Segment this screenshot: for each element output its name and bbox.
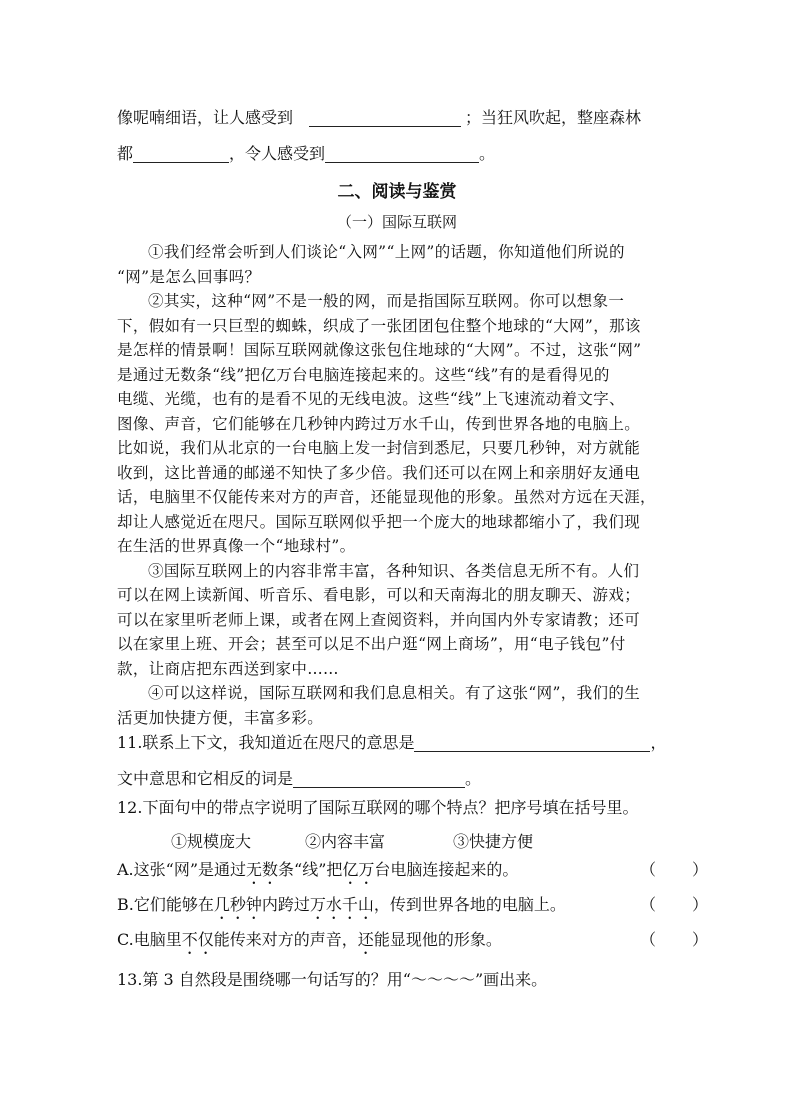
passage-line: 比如说，我们从北京的一台电脑上发一封信到悉尼，只要几秒钟，对方就能 (117, 439, 641, 457)
answer-blank[interactable] (414, 733, 650, 752)
question-12-item-b: B.它们能够在几秒钟内跨过万水千山，传到世界各地的电脑上。 (117, 895, 566, 914)
passage-line: 在生活的世界真像一个“地球村”。 (117, 537, 356, 555)
question-11-line-2 (117, 767, 481, 791)
passage-line: ②其实，这种“网”不是一般的网，而是指国际互联网。你可以想象一 (148, 292, 625, 310)
passage-line: 可以在家里听老师上课，或者在网上查阅资料，并向国内外专家请教；还可 (117, 610, 641, 629)
option-3: ③快捷方便 (453, 832, 534, 851)
passage-line: 下，假如有一只巨型的蜘蛛，织成了一张团团包住整个地球的“大网”，那该 (117, 316, 641, 335)
dotted-word: 不仅 (181, 930, 214, 949)
answer-paren-b[interactable]: （ ） (640, 895, 709, 914)
section-title: 二、阅读与鉴赏 (337, 182, 457, 202)
passage-line: 电缆、光缆，也有的是看不见的无线电波。这些“线”上飞速流动着文字、 (117, 390, 625, 408)
question-12-item-a: A.这张“网”是通过无数条“线”把亿万台电脑连接起来的。 (117, 860, 519, 879)
question-12-item-c: C.电脑里不仅能传来对方的声音，还能显现他的形象。 (117, 930, 502, 949)
text: 。 (479, 144, 496, 163)
answer-blank[interactable] (325, 144, 479, 163)
answer-paren-c[interactable]: （ ） (640, 930, 709, 949)
option-1: ①规模庞大 (171, 832, 252, 851)
passage-title: （一）国际互联网 (336, 213, 457, 231)
passage-line: 可以在网上读新闻、听音乐、看电影，可以和天南海北的朋友聊天、游戏； (117, 586, 641, 604)
passage-line: 活更加快捷方便，丰富多彩。 (117, 708, 324, 727)
passage-line: 是通过无数条“线”把亿万台电脑连接起来的。这些“线”有的是看得见的 (117, 365, 610, 384)
question-13: 13.第 3 自然段是围绕哪一句话写的？用“～～～～”画出来。 (117, 970, 548, 989)
passage-line: 以在家里上班、开会；甚至可以足不出户逛“网上商场”，用“电子钱包”付 (117, 635, 626, 653)
dotted-word: 亿万 (342, 860, 375, 879)
question-12-options (171, 830, 533, 854)
passage-line: ④可以这样说，国际互联网和我们息息相关。有了这张“网”，我们的生 (148, 684, 641, 702)
passage-line: 款，让商店把东西送到家中…… (117, 659, 339, 678)
answer-blank[interactable] (293, 769, 465, 788)
text: 。 (465, 769, 482, 788)
dotted-word: 几秒钟 (213, 895, 262, 914)
passage-line: 收到，这比普通的邮递不知快了多少倍。我们还可以在网上和亲朋好友通电 (117, 463, 641, 482)
passage-line: 却让人感觉近在咫尺。国际互联网似乎把一个庞大的地球都缩小了，我们现 (117, 512, 641, 531)
passage-line: ①我们经常会听到人们谈论“入网”“上网”的话题，你知道他们所说的 (148, 243, 625, 261)
answer-paren-a[interactable]: （ ） (640, 860, 709, 879)
passage-line: ③国际互联网上的内容非常丰富，各种知识、各类信息无所不有。人们 (148, 561, 640, 580)
dotted-word: 无数 (246, 860, 279, 879)
text: ，令人感受到 (229, 144, 326, 163)
passage-line: “网”是怎么回事吗？ (117, 267, 261, 286)
question-text: 11.联系上下文，我知道近在咫尺的意思是 (117, 733, 415, 752)
text: 都 (117, 144, 134, 163)
answer-blank[interactable] (133, 144, 229, 163)
text: ；当狂风吹起，整座森林 (465, 108, 642, 127)
passage-line: 话，电脑里不仅能传来对方的声音，还能显现他的形象。虽然对方远在天涯， (117, 488, 656, 506)
option-2: ②内容丰富 (305, 832, 386, 851)
fill-line-2 (117, 142, 495, 166)
question-text: 文中意思和它相反的词是 (117, 769, 294, 788)
dotted-word: 万水千山 (309, 895, 374, 914)
passage-line: 图像、声音，它们能够在几秒钟内跨过万水千山，传到世界各地的电脑上。 (117, 414, 641, 433)
question-12-stem: 12.下面句中的带点字说明了国际互联网的哪个特点？把序号填在括号里。 (117, 798, 639, 817)
question-11-line-1 (117, 731, 666, 755)
fill-line-1 (117, 106, 641, 130)
answer-blank[interactable] (309, 108, 461, 127)
passage-line: 是怎样的情景啊！国际互联网就像这张包住地球的“大网”。不过，这张“网” (117, 341, 642, 359)
dotted-word: 还 (357, 930, 374, 949)
text: ， (650, 733, 667, 752)
text: 像呢喃细语，让人感受到 (117, 108, 294, 127)
